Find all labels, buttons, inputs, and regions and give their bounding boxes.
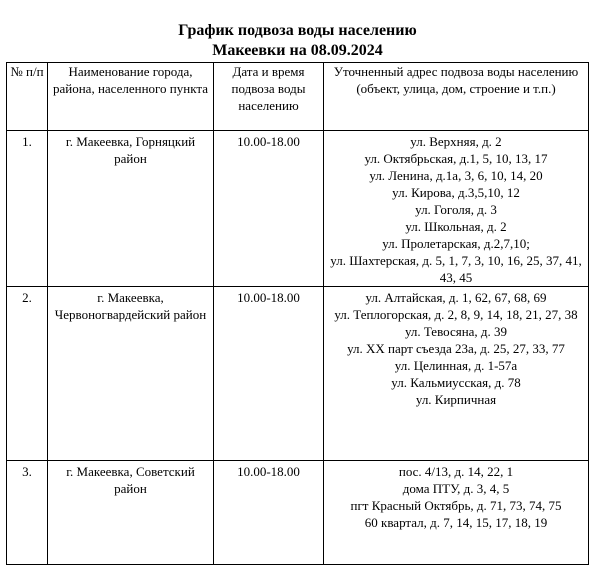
row-name: г. Макеевка, Червоногвардейский район xyxy=(48,287,214,461)
address-line: ул. Алтайская, д. 1, 62, 67, 68, 69 xyxy=(365,290,547,305)
title-line-1: График подвоза воды населению xyxy=(178,22,417,39)
address-line: ул. Кирпичная xyxy=(415,392,497,407)
title-line-2: Макеевки на 08.09.2024 xyxy=(212,42,383,59)
header-time: Дата и время подвоза воды населению xyxy=(214,63,324,131)
row-addresses xyxy=(324,461,589,565)
row-addresses xyxy=(324,131,589,287)
row-name: г. Макеевка, Горняцкий район xyxy=(48,131,214,287)
address-line: дома ПТУ, д. 3, 4, 5 xyxy=(402,481,510,496)
row-time: 10.00-18.00 xyxy=(214,131,324,287)
address-line: 60 квартал, д. 7, 14, 15, 17, 18, 19 xyxy=(364,515,548,530)
address-line: ул. Шахтерская, д. 5, 1, 7, 3, 10, 16, 25, 37, 41, 43, 45 xyxy=(330,253,582,285)
row-num: 1. xyxy=(7,131,48,287)
address-line: ул. ХХ парт съезда 23а, д. 25, 27, 33, 77 xyxy=(347,341,565,356)
document-title xyxy=(0,21,595,61)
address-line: ул. Верхняя, д. 2 xyxy=(410,134,502,149)
address-line: ул. Школьная, д. 2 xyxy=(405,219,507,234)
address-line: ул. Тевосяна, д. 39 xyxy=(404,324,508,339)
header-address: Уточненный адрес подвоза воды населению (объект, улица, дом, строение и т.п.) xyxy=(324,63,589,131)
row-time: 10.00-18.00 xyxy=(214,461,324,565)
water-delivery-table xyxy=(6,62,589,565)
address-line: пгт Красный Октябрь, д. 71, 73, 74, 75 xyxy=(350,498,562,513)
address-line: пос. 4/13, д. 14, 22, 1 xyxy=(398,464,514,479)
address-line: ул. Кирова, д.3,5,10, 12 xyxy=(392,185,520,200)
row-num: 2. xyxy=(7,287,48,461)
address-line: ул. Кальмиусская, д. 78 xyxy=(391,375,521,390)
row-name: г. Макеевка, Советский район xyxy=(48,461,214,565)
address-line: ул. Целинная, д. 1-57а xyxy=(394,358,518,373)
row-num: 3. xyxy=(7,461,48,565)
address-line: ул. Пролетарская, д.2,7,10; xyxy=(382,236,530,251)
address-line: ул. Октябрьская, д.1, 5, 10, 13, 17 xyxy=(364,151,548,166)
table-row xyxy=(7,131,589,287)
header-num: № п/п xyxy=(7,63,48,131)
row-time: 10.00-18.00 xyxy=(214,287,324,461)
row-addresses xyxy=(324,287,589,461)
address-line: ул. Ленина, д.1а, 3, 6, 10, 14, 20 xyxy=(369,168,543,183)
address-line: ул. Гоголя, д. 3 xyxy=(415,202,497,217)
header-name: Наименование города, района, населенного пункта xyxy=(48,63,214,131)
table-row xyxy=(7,287,589,461)
table-header-row xyxy=(7,63,589,131)
address-line: ул. Теплогорская, д. 2, 8, 9, 14, 18, 21, 27, 38 xyxy=(334,307,578,322)
table-row xyxy=(7,461,589,565)
